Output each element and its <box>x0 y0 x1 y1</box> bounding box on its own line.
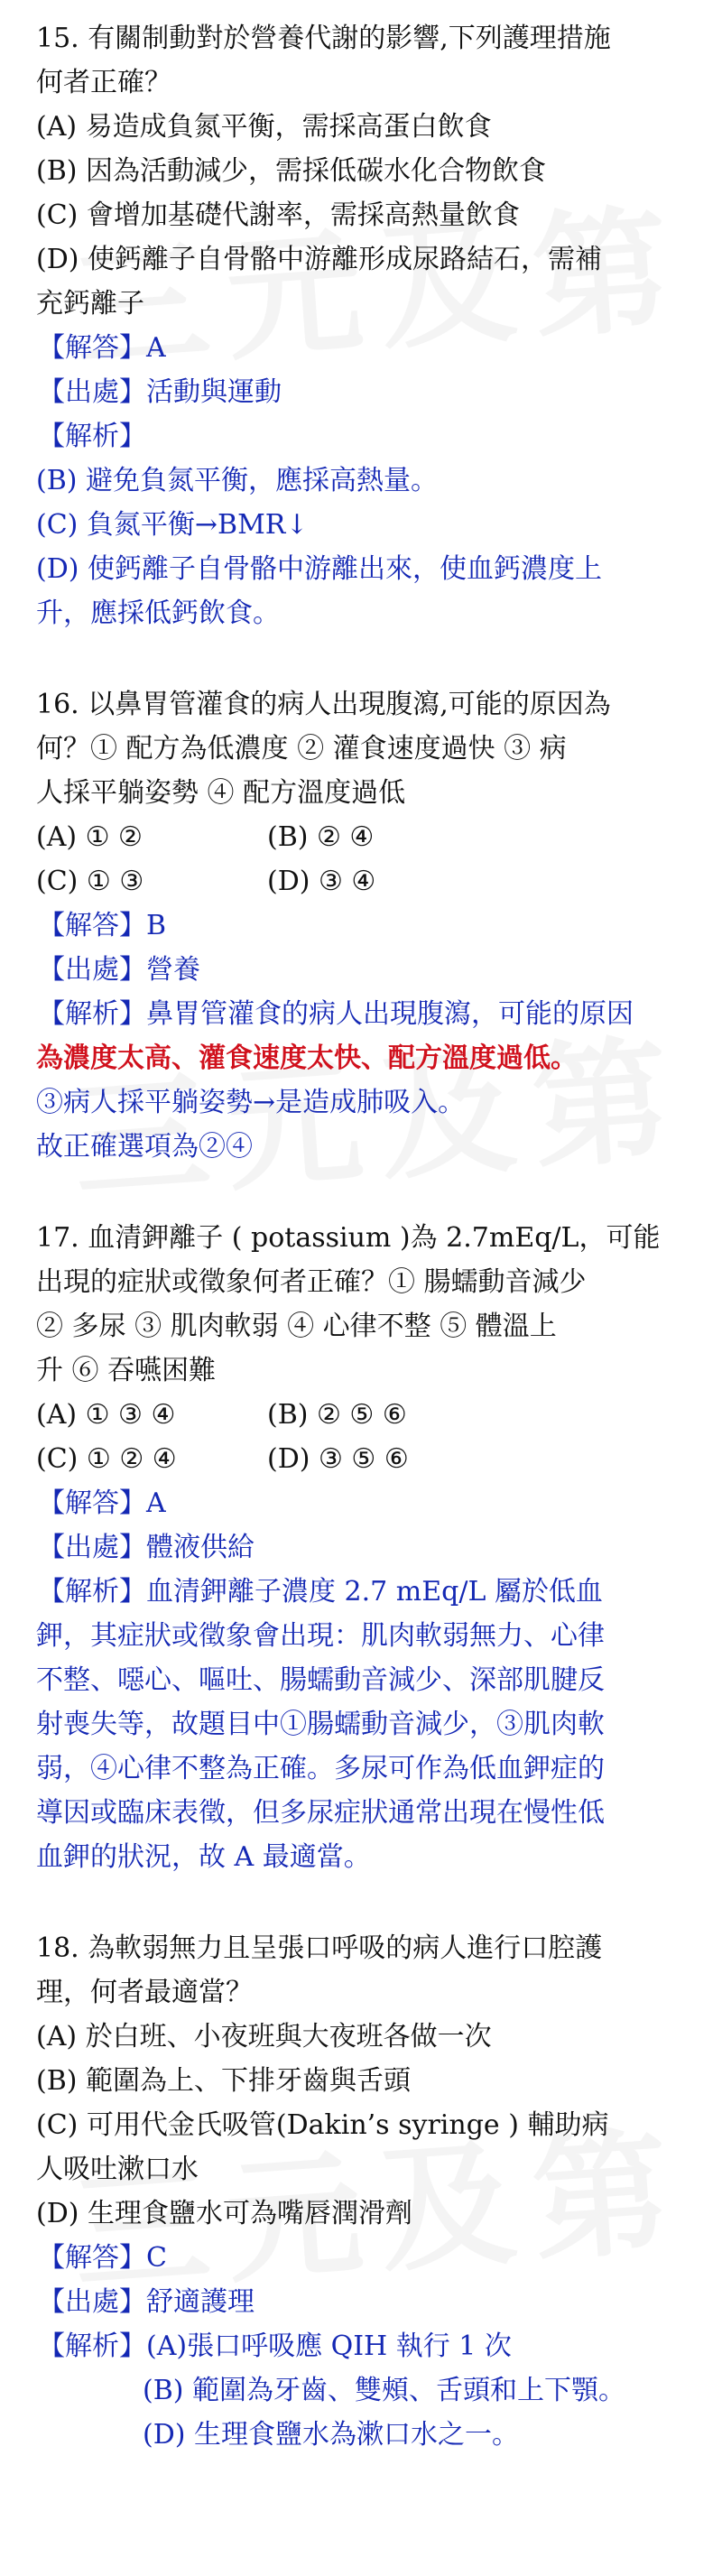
analysis-emphasis: 為濃度太高、灌食速度太快、配方溫度過低。 <box>36 1042 578 1074</box>
analysis-line: 升，應採低鈣飲食。 <box>36 598 280 629</box>
analysis-line: 鉀，其症狀或徵象會出現：肌肉軟弱無力、心律 <box>36 1620 605 1652</box>
analysis-line: 射喪失等，故題目中①腸蠕動音減少，③肌肉軟 <box>36 1709 605 1740</box>
question-17 <box>36 1216 700 1879</box>
question-stem: ② 多尿 ③ 肌肉軟弱 ④ 心律不整 ⑤ 體溫上 <box>36 1311 557 1342</box>
source-label: 【出處】體液供給 <box>38 1532 255 1563</box>
analysis-line: (B) 範圍為牙齒、雙頰、舌頭和上下顎。 <box>143 2375 625 2406</box>
question-stem: 18. 為軟弱無力且呈張口呼吸的病人進行口腔護 <box>36 1932 603 1964</box>
question-stem: 15. 有關制動對於營養代謝的影響,下列護理措施 <box>36 23 611 54</box>
question-stem: 何？① 配方為低濃度 ② 灌食速度過快 ③ 病 <box>36 733 567 764</box>
option-a: (A) 易造成負氮平衡，需採高蛋白飲食 <box>36 111 492 143</box>
analysis-label: 【解析】 <box>38 421 146 452</box>
source-label: 【出處】營養 <box>38 954 200 986</box>
analysis-line: 【解析】鼻胃管灌食的病人出現腹瀉，可能的原因 <box>38 998 634 1030</box>
analysis-line: (C) 負氮平衡→BMR↓ <box>36 509 309 541</box>
answer-label: 【解答】B <box>38 910 167 941</box>
source-label: 【出處】活動與運動 <box>38 376 282 408</box>
analysis-line: 【解析】(A)張口呼吸應 QIH 執行 1 次 <box>38 2330 512 2362</box>
question-stem: 16. 以鼻胃管灌食的病人出現腹瀉,可能的原因為 <box>36 689 611 720</box>
question-18 <box>36 1926 700 2457</box>
answer-label: 【解答】A <box>38 332 166 364</box>
options-row <box>36 1437 700 1481</box>
question-stem: 何者正確？ <box>36 67 171 98</box>
answer-label: 【解答】A <box>38 1487 166 1519</box>
question-stem: 17. 血清鉀離子 ( potassium )為 2.7mEq/L，可能 <box>36 1222 661 1254</box>
option-b: (B) 範圍為上、下排牙齒與舌頭 <box>36 2065 411 2097</box>
option-d: (D) ③ ⑤ ⑥ <box>267 1443 409 1475</box>
analysis-line: 導因或臨床表徵，但多尿症狀通常出現在慢性低 <box>36 1797 605 1829</box>
options-row <box>36 859 700 903</box>
question-stem: 理，何者最適當？ <box>36 1977 253 2008</box>
option-d: (D) 使鈣離子自骨骼中游離形成尿路結石，需補 <box>36 244 602 275</box>
option-b: (B) 因為活動減少，需採低碳水化合物飲食 <box>36 155 546 187</box>
question-stem: 人採平躺姿勢 ④ 配方溫度過低 <box>36 777 406 809</box>
source-label: 【出處】舒適護理 <box>38 2286 255 2318</box>
question-stem: 出現的症狀或徵象何者正確？① 腸蠕動音減少 <box>36 1266 587 1298</box>
option-c: (C) 會增加基礎代謝率，需採高熱量飲食 <box>36 199 520 231</box>
analysis-line: 【解析】血清鉀離子濃度 2.7 mEq/L 屬於低血 <box>38 1576 603 1608</box>
analysis-line: (D) 生理食鹽水為漱口水之一。 <box>143 2419 519 2451</box>
question-stem: 升 ⑥ 吞嚥困難 <box>36 1355 217 1386</box>
option-c: (C) ① ② ④ <box>36 1443 177 1475</box>
options-row <box>36 1393 700 1437</box>
answer-label: 【解答】C <box>38 2242 167 2274</box>
option-b: (B) ② ④ <box>267 821 375 853</box>
option-a: (A) 於白班、小夜班與大夜班各做一次 <box>36 2021 492 2052</box>
analysis-line: 血鉀的狀況，故 A 最適當。 <box>36 1841 371 1873</box>
option-a: (A) ① ③ ④ <box>36 1399 176 1431</box>
option-c: (C) 可用代金氏吸管(Dakin’s syringe ) 輔助病 <box>36 2109 609 2141</box>
option-d: (D) ③ ④ <box>267 866 376 897</box>
question-16 <box>36 682 700 1169</box>
option-b: (B) ② ⑤ ⑥ <box>267 1399 407 1431</box>
option-c-continued: 人吸吐漱口水 <box>36 2154 199 2185</box>
option-a: (A) ① ② <box>36 821 143 853</box>
analysis-line: (D) 使鈣離子自骨骼中游離出來，使血鈣濃度上 <box>36 553 602 585</box>
option-c: (C) ① ③ <box>36 866 144 897</box>
question-15 <box>36 16 700 635</box>
option-d-continued: 充鈣離子 <box>36 288 144 320</box>
analysis-line: ③病人採平躺姿勢→是造成肺吸入。 <box>36 1087 466 1118</box>
options-row <box>36 815 700 859</box>
analysis-line: 弱，④心律不整為正確。多尿可作為低血鉀症的 <box>36 1753 605 1784</box>
analysis-line: (B) 避免負氮平衡，應採高熱量。 <box>36 465 438 496</box>
analysis-line: 故正確選項為②④ <box>36 1131 253 1163</box>
option-d: (D) 生理食鹽水可為嘴唇潤滑劑 <box>36 2198 412 2229</box>
analysis-line: 不整、噁心、嘔吐、腸蠕動音減少、深部肌腱反 <box>36 1664 605 1696</box>
